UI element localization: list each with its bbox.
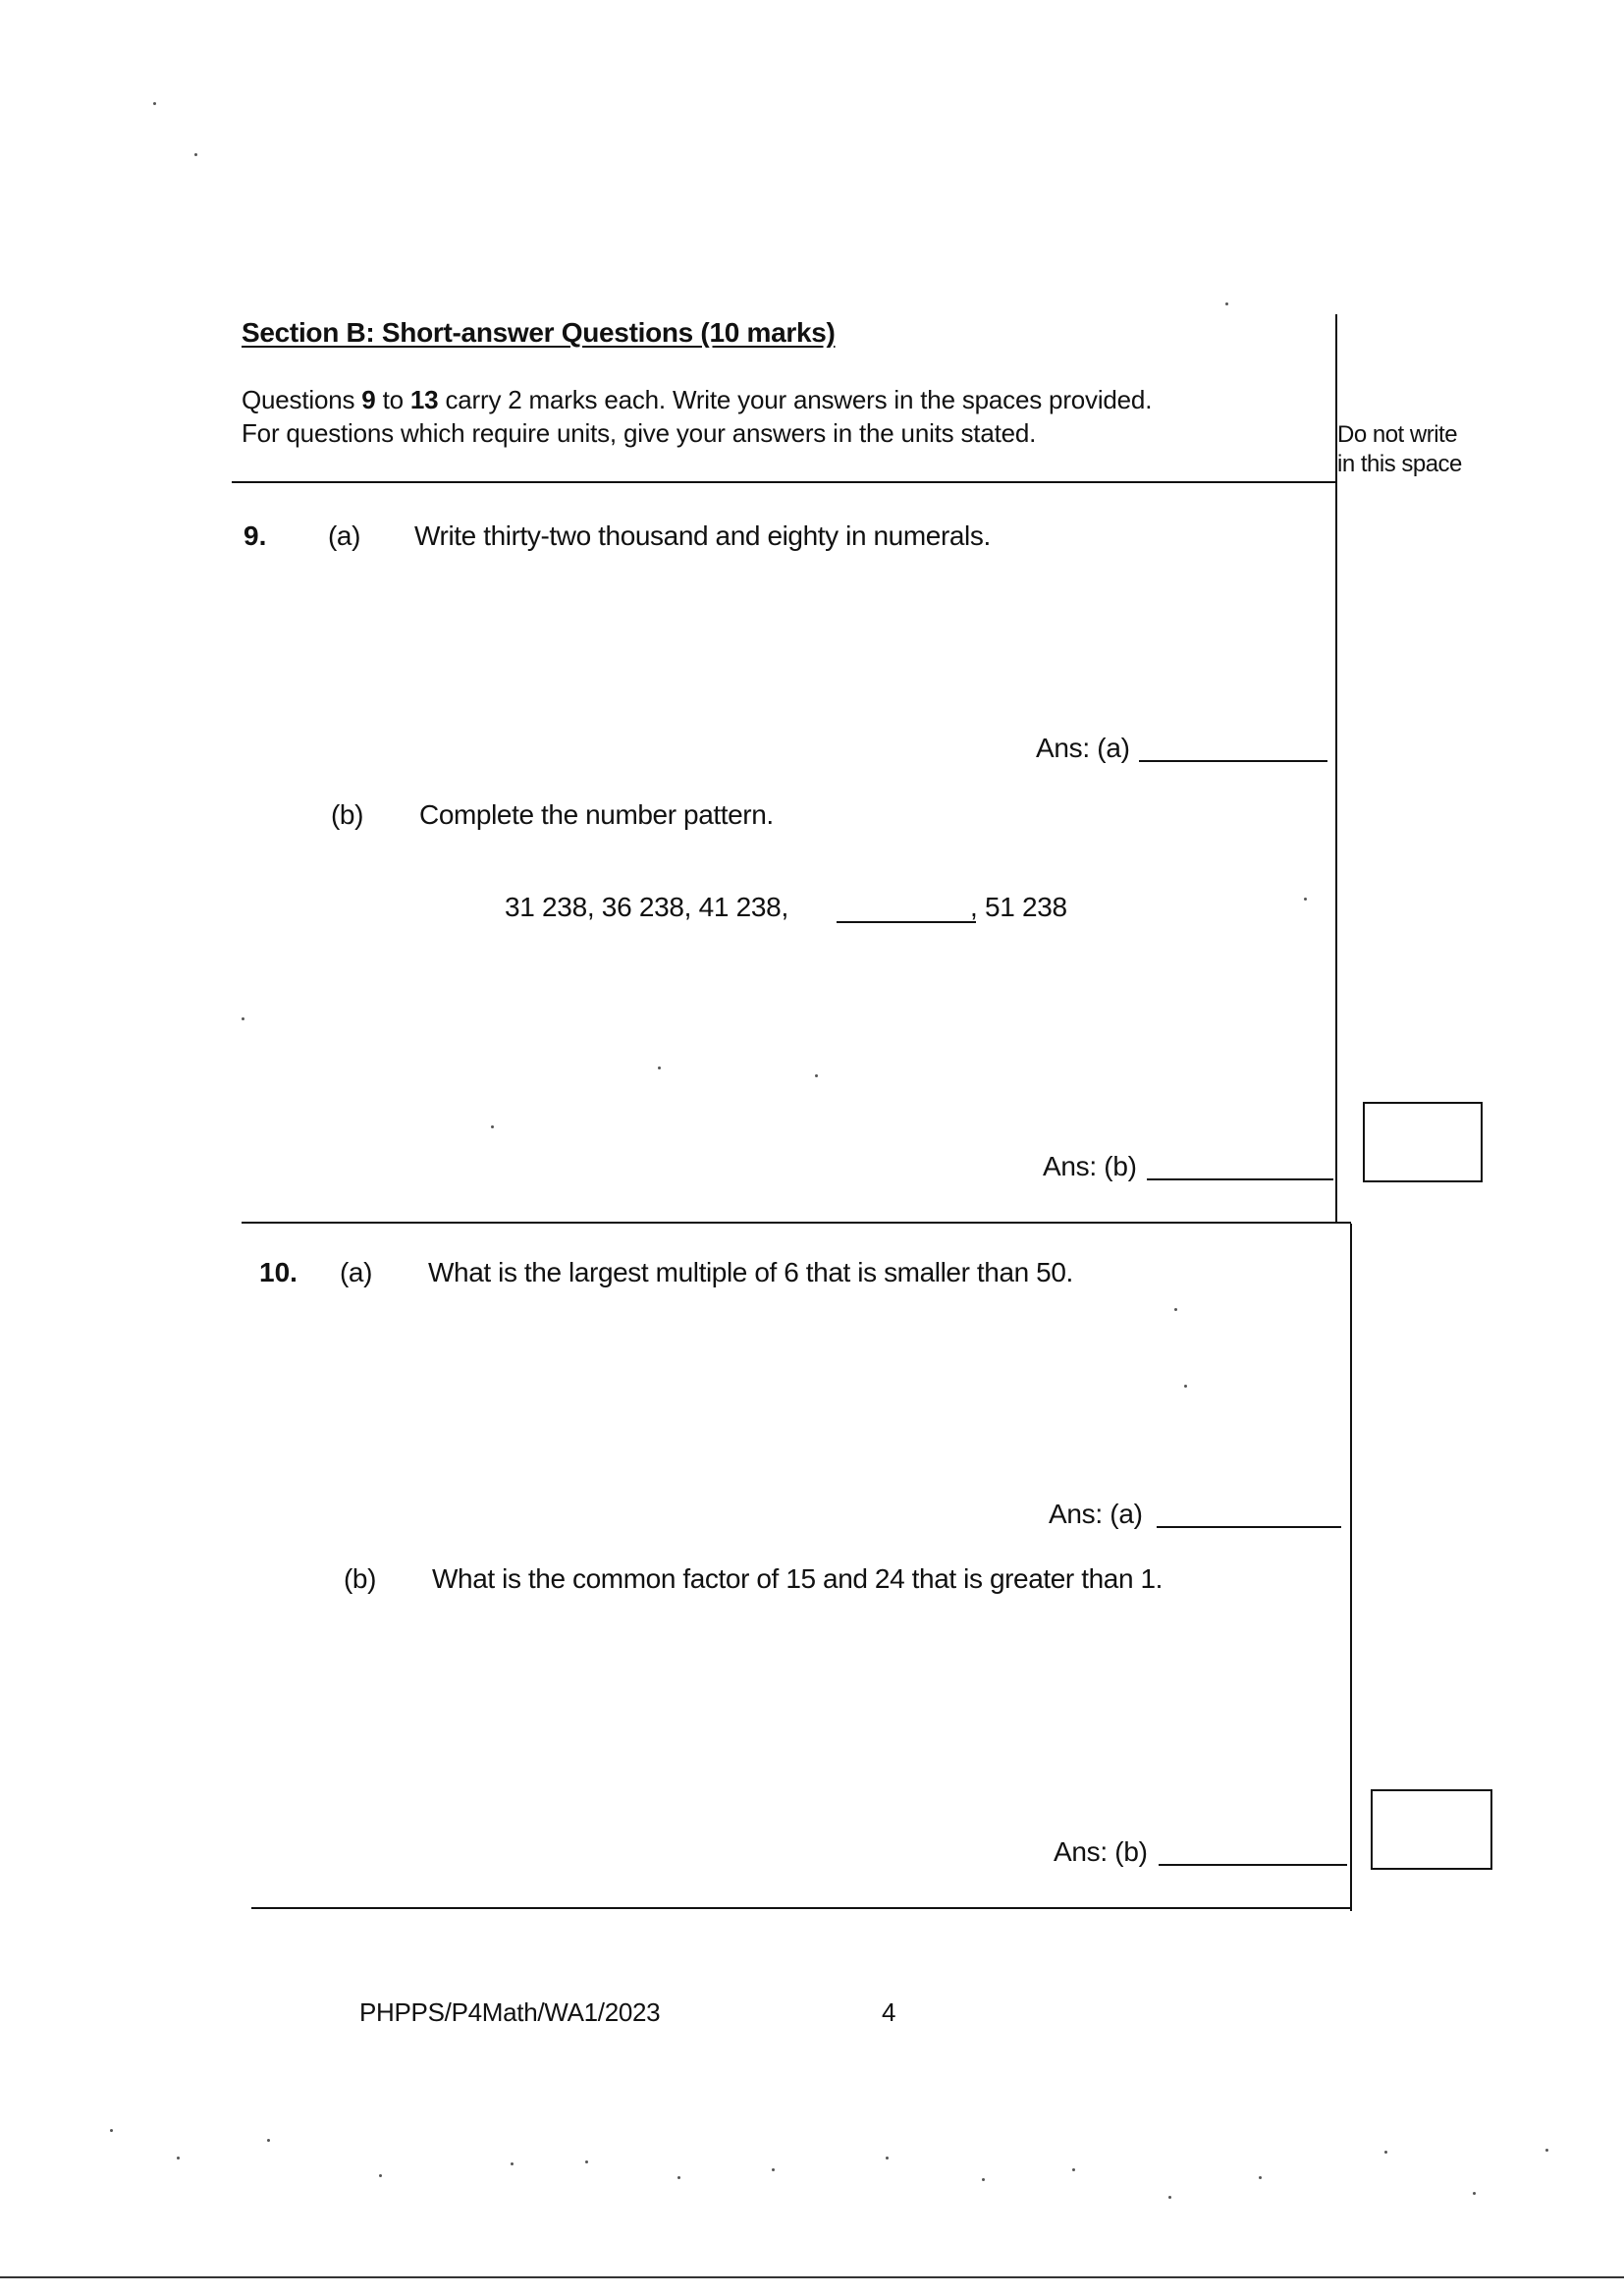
scan-speck bbox=[772, 2168, 775, 2171]
q10a-label: (a) bbox=[340, 1257, 373, 1287]
q10-marks-box bbox=[1371, 1789, 1492, 1870]
q9a-text: Write thirty-two thousand and eighty in numerals. bbox=[414, 520, 991, 551]
header-rule bbox=[232, 481, 1337, 483]
scan-speck bbox=[1304, 898, 1307, 901]
footer-code: PHPPS/P4Math/WA1/2023 bbox=[359, 1997, 661, 2027]
scan-speck bbox=[1545, 2149, 1548, 2152]
scan-speck bbox=[1072, 2168, 1075, 2171]
q9b-answer-line[interactable] bbox=[1147, 1178, 1333, 1180]
question-number-9: 9. bbox=[244, 520, 267, 551]
scan-speck bbox=[1225, 302, 1228, 305]
margin-note-line-2: in this space bbox=[1337, 451, 1462, 477]
scan-speck bbox=[1384, 2151, 1387, 2154]
q10a-answer-line[interactable] bbox=[1157, 1526, 1341, 1528]
question-divider bbox=[242, 1222, 1351, 1224]
q9a-answer-label: Ans: (a) bbox=[1036, 733, 1130, 763]
q9b-text: Complete the number pattern. bbox=[419, 799, 774, 830]
scan-speck bbox=[815, 1074, 818, 1077]
instruction-line-2: For questions which require units, give your answers in the units stated. bbox=[242, 418, 1037, 448]
scan-speck bbox=[1168, 2196, 1171, 2199]
q10b-label: (b) bbox=[344, 1563, 377, 1594]
q9a-answer-line[interactable] bbox=[1139, 760, 1327, 762]
scan-speck bbox=[511, 2162, 514, 2165]
scan-speck bbox=[379, 2174, 382, 2177]
q10b-answer-label: Ans: (b) bbox=[1054, 1836, 1148, 1867]
q9a-label: (a) bbox=[328, 520, 361, 551]
scan-speck bbox=[153, 102, 156, 105]
q9-marks-box bbox=[1363, 1102, 1483, 1182]
instruction-line-1 bbox=[242, 385, 1152, 415]
scan-speck bbox=[177, 2157, 180, 2159]
scan-speck bbox=[585, 2160, 588, 2163]
instruction-q-to: 13 bbox=[409, 385, 439, 414]
q9b-pattern-start: 31 238, 36 238, 41 238, bbox=[505, 892, 788, 922]
q9b-pattern-end: , 51 238 bbox=[970, 892, 1067, 922]
q10a-answer-label: Ans: (a) bbox=[1049, 1499, 1143, 1529]
scan-speck bbox=[886, 2157, 889, 2159]
instruction-post: carry 2 marks each. Write your answers in the spaces provided. bbox=[438, 385, 1153, 414]
instruction-pre: Questions bbox=[242, 385, 362, 414]
q9b-answer-label: Ans: (b) bbox=[1043, 1151, 1137, 1181]
scan-speck bbox=[491, 1125, 494, 1128]
instruction-mid: to bbox=[375, 385, 410, 414]
q10b-answer-line[interactable] bbox=[1159, 1864, 1347, 1866]
q10a-text: What is the largest multiple of 6 that is smaller than 50. bbox=[428, 1257, 1073, 1287]
scan-speck bbox=[1259, 2176, 1262, 2179]
scan-speck bbox=[267, 2139, 270, 2142]
scan-speck bbox=[242, 1017, 244, 1020]
question-number-10: 10. bbox=[259, 1257, 298, 1287]
q9b-label: (b) bbox=[331, 799, 364, 830]
scan-speck bbox=[1184, 1385, 1187, 1388]
section-title: Section B: Short-answer Questions (10 marks) bbox=[242, 317, 836, 348]
margin-note-line-1: Do not write bbox=[1337, 421, 1458, 448]
scan-speck bbox=[110, 2129, 113, 2132]
margin-note bbox=[1337, 420, 1462, 479]
scan-speck bbox=[194, 153, 197, 156]
scan-speck bbox=[1174, 1308, 1177, 1311]
page-edge-line bbox=[0, 2276, 1624, 2278]
margin-divider-upper bbox=[1335, 314, 1337, 1224]
scan-speck bbox=[658, 1066, 661, 1069]
instruction-q-from: 9 bbox=[361, 385, 376, 414]
page-number: 4 bbox=[882, 1997, 896, 2027]
scan-speck bbox=[982, 2178, 985, 2181]
q10b-text: What is the common factor of 15 and 24 that is greater than 1. bbox=[432, 1563, 1164, 1594]
margin-divider-lower bbox=[1350, 1224, 1352, 1911]
q9b-pattern-blank[interactable] bbox=[837, 921, 976, 923]
scan-speck bbox=[677, 2176, 680, 2179]
scan-speck bbox=[1473, 2192, 1476, 2195]
bottom-rule bbox=[251, 1907, 1351, 1909]
